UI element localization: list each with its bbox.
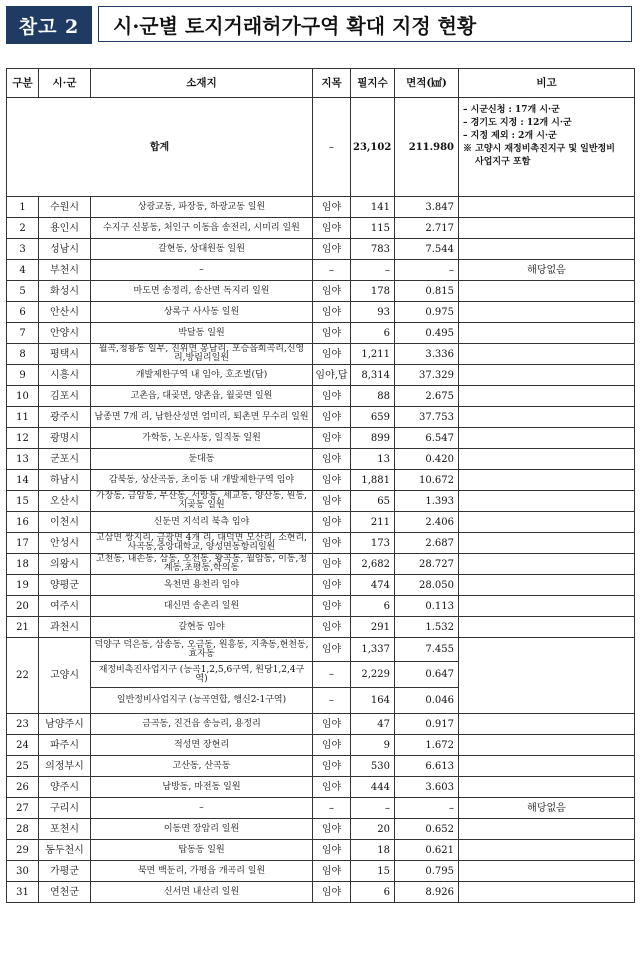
col-header: 시·군 bbox=[39, 69, 91, 98]
area-value: 3.603 bbox=[395, 777, 459, 798]
city-name: 파주시 bbox=[39, 735, 91, 756]
location: 고삼면 쌍지리, 금광면 4개 리, 대덕면 모산리, 소현리, 사곡동,중앙대학교, 양성면동항리일원 bbox=[91, 533, 313, 554]
row-number: 6 bbox=[7, 302, 39, 323]
city-name: 평택시 bbox=[39, 344, 91, 365]
table-row bbox=[7, 344, 635, 365]
table-row bbox=[7, 714, 635, 735]
land-category: 임야 bbox=[313, 512, 351, 533]
table-row bbox=[7, 365, 635, 386]
remark bbox=[459, 470, 635, 491]
table-row bbox=[7, 777, 635, 798]
row-number: 2 bbox=[7, 218, 39, 239]
land-category: 임야,답 bbox=[313, 365, 351, 386]
header bbox=[6, 6, 634, 44]
location: 둔대동 bbox=[91, 449, 313, 470]
table-row bbox=[7, 861, 635, 882]
row-number: 28 bbox=[7, 819, 39, 840]
area-value: – bbox=[395, 798, 459, 819]
city-name: 가평군 bbox=[39, 861, 91, 882]
table-row bbox=[7, 735, 635, 756]
land-category: – bbox=[313, 662, 351, 688]
land-category: – bbox=[313, 798, 351, 819]
area-value: 7.455 bbox=[395, 638, 459, 662]
parcel-count: 8,314 bbox=[351, 365, 395, 386]
row-number: 7 bbox=[7, 323, 39, 344]
city-name: 양주시 bbox=[39, 777, 91, 798]
reference-tag: 참고 2 bbox=[6, 6, 92, 44]
parcel-count: 93 bbox=[351, 302, 395, 323]
land-category: 임야 bbox=[313, 218, 351, 239]
area-value: 0.113 bbox=[395, 596, 459, 617]
row-number: 22 bbox=[7, 638, 39, 714]
city-name: 부천시 bbox=[39, 260, 91, 281]
note-line: – 시군신청 : 17개 시·군 bbox=[463, 105, 560, 115]
row-number: 27 bbox=[7, 798, 39, 819]
land-category: 임야 bbox=[313, 554, 351, 575]
location: 이동면 장암리 일원 bbox=[91, 819, 313, 840]
parcel-count: 173 bbox=[351, 533, 395, 554]
col-header: 소재지 bbox=[91, 69, 313, 98]
parcel-count: 115 bbox=[351, 218, 395, 239]
area-value: 0.975 bbox=[395, 302, 459, 323]
land-category: 임야 bbox=[313, 777, 351, 798]
location: 수지구 신봉동, 처인구 이동읍 송전리, 시미리 일원 bbox=[91, 218, 313, 239]
remark: 해당없음 bbox=[459, 798, 635, 819]
city-name: 구리시 bbox=[39, 798, 91, 819]
parcel-count: 65 bbox=[351, 491, 395, 512]
land-category: 임야 bbox=[313, 386, 351, 407]
parcel-count: 20 bbox=[351, 819, 395, 840]
row-number: 11 bbox=[7, 407, 39, 428]
parcel-count: 2,682 bbox=[351, 554, 395, 575]
remark bbox=[459, 302, 635, 323]
col-header: 구분 bbox=[7, 69, 39, 98]
area-value: – bbox=[395, 260, 459, 281]
area-value: 1.672 bbox=[395, 735, 459, 756]
parcel-count: 783 bbox=[351, 239, 395, 260]
city-name: 안산시 bbox=[39, 302, 91, 323]
header-row bbox=[7, 69, 635, 98]
parcel-count: 444 bbox=[351, 777, 395, 798]
area-value: 2.717 bbox=[395, 218, 459, 239]
land-category: 임야 bbox=[313, 533, 351, 554]
location: – bbox=[91, 260, 313, 281]
land-category: 임야 bbox=[313, 407, 351, 428]
table-row bbox=[7, 260, 635, 281]
table-row bbox=[7, 491, 635, 512]
parcel-count: 2,229 bbox=[351, 662, 395, 688]
remark bbox=[459, 407, 635, 428]
parcel-count: 13 bbox=[351, 449, 395, 470]
area-value: 1.393 bbox=[395, 491, 459, 512]
remark bbox=[459, 882, 635, 903]
location: 갈현동 임야 bbox=[91, 617, 313, 638]
land-category: 임야 bbox=[313, 714, 351, 735]
parcel-count: 530 bbox=[351, 756, 395, 777]
land-category: 임야 bbox=[313, 197, 351, 218]
remark bbox=[459, 239, 635, 260]
remark bbox=[459, 861, 635, 882]
location: 일반정비사업지구 (능곡연합, 행신2-1구역) bbox=[91, 688, 313, 714]
col-header: 필지수 bbox=[351, 69, 395, 98]
col-header: 면적(㎢) bbox=[395, 69, 459, 98]
col-header: 지목 bbox=[313, 69, 351, 98]
location: 가장동, 금암동, 부산동, 서랑동, 세교동, 양산동, 원동, 지곶동 일원 bbox=[91, 491, 313, 512]
city-name: 양평군 bbox=[39, 575, 91, 596]
row-number: 30 bbox=[7, 861, 39, 882]
table-row bbox=[7, 575, 635, 596]
remark bbox=[459, 638, 635, 714]
remark bbox=[459, 596, 635, 617]
parcel-count: 18 bbox=[351, 840, 395, 861]
land-category: 임야 bbox=[313, 882, 351, 903]
row-number: 25 bbox=[7, 756, 39, 777]
remark bbox=[459, 281, 635, 302]
row-number: 8 bbox=[7, 344, 39, 365]
note-line: ※ 고양시 재정비촉진지구 및 일반정비 bbox=[463, 144, 615, 154]
remark bbox=[459, 449, 635, 470]
location: 탑동동 일원 bbox=[91, 840, 313, 861]
location: 가학동, 노온사동, 일직동 일원 bbox=[91, 428, 313, 449]
area-value: 0.495 bbox=[395, 323, 459, 344]
row-number: 18 bbox=[7, 554, 39, 575]
remark bbox=[459, 554, 635, 575]
area-value: 2.675 bbox=[395, 386, 459, 407]
row-number: 4 bbox=[7, 260, 39, 281]
city-name: 수원시 bbox=[39, 197, 91, 218]
land-category: 임야 bbox=[313, 491, 351, 512]
land-category: 임야 bbox=[313, 449, 351, 470]
area-value: 0.795 bbox=[395, 861, 459, 882]
land-category: 임야 bbox=[313, 344, 351, 365]
parcel-count: 88 bbox=[351, 386, 395, 407]
area-value: 37.329 bbox=[395, 365, 459, 386]
total-jimok: – bbox=[313, 98, 351, 197]
location: 신둔면 지석리 북측 임야 bbox=[91, 512, 313, 533]
city-name: 고양시 bbox=[39, 638, 91, 714]
city-name: 의정부시 bbox=[39, 756, 91, 777]
row-number: 12 bbox=[7, 428, 39, 449]
parcel-count: 6 bbox=[351, 323, 395, 344]
total-area: 211.980 bbox=[395, 98, 459, 197]
remark: 해당없음 bbox=[459, 260, 635, 281]
remark bbox=[459, 617, 635, 638]
area-value: 0.420 bbox=[395, 449, 459, 470]
area-value: 28.727 bbox=[395, 554, 459, 575]
area-value: 6.613 bbox=[395, 756, 459, 777]
land-category: 임야 bbox=[313, 323, 351, 344]
table-row bbox=[7, 407, 635, 428]
location: 상광교동, 파장동, 하광교동 일원 bbox=[91, 197, 313, 218]
parcel-count: 474 bbox=[351, 575, 395, 596]
parcel-count: – bbox=[351, 260, 395, 281]
page-title: 시·군별 토지거래허가구역 확대 지정 현황 bbox=[98, 6, 632, 42]
land-category: 임야 bbox=[313, 302, 351, 323]
row-number: 29 bbox=[7, 840, 39, 861]
city-name: 의왕시 bbox=[39, 554, 91, 575]
note-line: 사업지구 포함 bbox=[475, 157, 531, 167]
location: 옥천면 용천리 임야 bbox=[91, 575, 313, 596]
row-number: 16 bbox=[7, 512, 39, 533]
land-category: 임야 bbox=[313, 281, 351, 302]
row-number: 24 bbox=[7, 735, 39, 756]
city-name: 광주시 bbox=[39, 407, 91, 428]
parcel-count: 141 bbox=[351, 197, 395, 218]
city-name: 여주시 bbox=[39, 596, 91, 617]
area-value: 3.847 bbox=[395, 197, 459, 218]
area-value: 8.926 bbox=[395, 882, 459, 903]
area-value: 3.336 bbox=[395, 344, 459, 365]
area-value: 0.652 bbox=[395, 819, 459, 840]
remark bbox=[459, 756, 635, 777]
location: 월곡,청룡동 일부, 진위면 봉남리, 포승읍희곡리,신영리,방림리일원 bbox=[91, 344, 313, 365]
row-number: 5 bbox=[7, 281, 39, 302]
land-category: 임야 bbox=[313, 575, 351, 596]
table-row bbox=[7, 323, 635, 344]
remark bbox=[459, 777, 635, 798]
remark bbox=[459, 714, 635, 735]
area-value: 28.050 bbox=[395, 575, 459, 596]
location: 대신면 송촌리 일원 bbox=[91, 596, 313, 617]
land-category: 임야 bbox=[313, 617, 351, 638]
area-value: 37.753 bbox=[395, 407, 459, 428]
parcel-count: 899 bbox=[351, 428, 395, 449]
table-row bbox=[7, 449, 635, 470]
land-category: 임야 bbox=[313, 239, 351, 260]
area-value: 0.815 bbox=[395, 281, 459, 302]
parcel-count: 659 bbox=[351, 407, 395, 428]
row-number: 26 bbox=[7, 777, 39, 798]
table-row bbox=[7, 533, 635, 554]
row-number: 15 bbox=[7, 491, 39, 512]
area-value: 10.672 bbox=[395, 470, 459, 491]
location: 고촌읍, 대곶면, 양촌읍, 월곶면 일원 bbox=[91, 386, 313, 407]
area-value: 7.544 bbox=[395, 239, 459, 260]
table-row bbox=[7, 882, 635, 903]
location: – bbox=[91, 798, 313, 819]
location: 박달동 일원 bbox=[91, 323, 313, 344]
remark bbox=[459, 819, 635, 840]
city-name: 화성시 bbox=[39, 281, 91, 302]
parcel-count: 1,211 bbox=[351, 344, 395, 365]
row-number: 3 bbox=[7, 239, 39, 260]
city-name: 과천시 bbox=[39, 617, 91, 638]
location: 고천동, 내손동, 삼동, 오전동, 왕곡동, 월암동, 이동,청계동,초평동,학의동 bbox=[91, 554, 313, 575]
parcel-count: 211 bbox=[351, 512, 395, 533]
land-category: 임야 bbox=[313, 735, 351, 756]
parcel-count: 164 bbox=[351, 688, 395, 714]
city-name: 군포시 bbox=[39, 449, 91, 470]
row-number: 9 bbox=[7, 365, 39, 386]
table-row bbox=[7, 428, 635, 449]
city-name: 하남시 bbox=[39, 470, 91, 491]
area-value: 2.687 bbox=[395, 533, 459, 554]
table-row bbox=[7, 281, 635, 302]
remark bbox=[459, 428, 635, 449]
remark bbox=[459, 512, 635, 533]
row-number: 1 bbox=[7, 197, 39, 218]
remark bbox=[459, 344, 635, 365]
total-parcels: 23,102 bbox=[351, 98, 395, 197]
location: 감북동, 상산곡동, 초이동 내 개발제한구역 임야 bbox=[91, 470, 313, 491]
note-line: – 지정 제외 : 2개 시·군 bbox=[463, 131, 557, 141]
table-row bbox=[7, 840, 635, 861]
city-name: 포천시 bbox=[39, 819, 91, 840]
area-value: 6.547 bbox=[395, 428, 459, 449]
location: 북면 백둔리, 가평읍 개곡리 일원 bbox=[91, 861, 313, 882]
city-name: 성남시 bbox=[39, 239, 91, 260]
location: 고산동, 산곡동 bbox=[91, 756, 313, 777]
table-row bbox=[7, 512, 635, 533]
parcel-count: 1,881 bbox=[351, 470, 395, 491]
location: 재정비촉진사업지구 (능곡1,2,5,6구역, 원당1,2,4구역) bbox=[91, 662, 313, 688]
land-category: 임야 bbox=[313, 840, 351, 861]
city-name: 연천군 bbox=[39, 882, 91, 903]
city-name: 용인시 bbox=[39, 218, 91, 239]
table-row bbox=[7, 596, 635, 617]
location: 개발제한구역 내 임야, 호조벌(답) bbox=[91, 365, 313, 386]
table-row bbox=[7, 218, 635, 239]
location: 남방동, 마전동 일원 bbox=[91, 777, 313, 798]
table-row bbox=[7, 554, 635, 575]
row-number: 23 bbox=[7, 714, 39, 735]
area-value: 0.046 bbox=[395, 688, 459, 714]
total-row bbox=[7, 98, 635, 197]
parcel-count: 1,337 bbox=[351, 638, 395, 662]
parcel-count: 47 bbox=[351, 714, 395, 735]
location: 덕양구 덕은동, 삼송동, 오금동, 원흥동, 지축동,현천동,효자동 bbox=[91, 638, 313, 662]
land-category: 임야 bbox=[313, 596, 351, 617]
land-category: – bbox=[313, 260, 351, 281]
summary-note bbox=[459, 98, 635, 197]
remark bbox=[459, 386, 635, 407]
remark bbox=[459, 365, 635, 386]
remark bbox=[459, 575, 635, 596]
remark bbox=[459, 735, 635, 756]
table-row bbox=[7, 197, 635, 218]
remark bbox=[459, 491, 635, 512]
land-category: 임야 bbox=[313, 428, 351, 449]
area-value: 0.621 bbox=[395, 840, 459, 861]
city-name: 김포시 bbox=[39, 386, 91, 407]
remark bbox=[459, 840, 635, 861]
area-value: 0.917 bbox=[395, 714, 459, 735]
row-number: 14 bbox=[7, 470, 39, 491]
city-name: 남양주시 bbox=[39, 714, 91, 735]
location: 갈현동, 상대원동 일원 bbox=[91, 239, 313, 260]
land-category: 임야 bbox=[313, 638, 351, 662]
row-number: 19 bbox=[7, 575, 39, 596]
city-name: 동두천시 bbox=[39, 840, 91, 861]
location: 적성면 장현리 bbox=[91, 735, 313, 756]
table-row bbox=[7, 819, 635, 840]
city-name: 안양시 bbox=[39, 323, 91, 344]
location: 마도면 송정리, 송산면 독지리 일원 bbox=[91, 281, 313, 302]
table-row bbox=[7, 798, 635, 819]
table-row bbox=[7, 386, 635, 407]
area-value: 1.532 bbox=[395, 617, 459, 638]
parcel-count: – bbox=[351, 798, 395, 819]
land-category: 임야 bbox=[313, 819, 351, 840]
parcel-count: 6 bbox=[351, 882, 395, 903]
table-row bbox=[7, 617, 635, 638]
city-name: 이천시 bbox=[39, 512, 91, 533]
city-name: 광명시 bbox=[39, 428, 91, 449]
city-name: 오산시 bbox=[39, 491, 91, 512]
location: 신서면 내산리 일원 bbox=[91, 882, 313, 903]
remark bbox=[459, 533, 635, 554]
row-number: 10 bbox=[7, 386, 39, 407]
land-category: 임야 bbox=[313, 861, 351, 882]
area-value: 0.647 bbox=[395, 662, 459, 688]
parcel-count: 15 bbox=[351, 861, 395, 882]
parcel-count: 291 bbox=[351, 617, 395, 638]
col-header: 비고 bbox=[459, 69, 635, 98]
parcel-count: 9 bbox=[351, 735, 395, 756]
location: 남종면 7개 리, 남한산성면 엄미리, 퇴촌면 무수리 일원 bbox=[91, 407, 313, 428]
parcel-count: 178 bbox=[351, 281, 395, 302]
land-category: 임야 bbox=[313, 756, 351, 777]
parcel-count: 6 bbox=[351, 596, 395, 617]
location: 금곡동, 진건읍 송능리, 용정리 bbox=[91, 714, 313, 735]
remark bbox=[459, 218, 635, 239]
table-row bbox=[7, 638, 635, 662]
area-value: 2.406 bbox=[395, 512, 459, 533]
row-number: 21 bbox=[7, 617, 39, 638]
location: 상록구 사사동 일원 bbox=[91, 302, 313, 323]
remark bbox=[459, 197, 635, 218]
row-number: 17 bbox=[7, 533, 39, 554]
table-row bbox=[7, 756, 635, 777]
city-name: 시흥시 bbox=[39, 365, 91, 386]
land-category: 임야 bbox=[313, 470, 351, 491]
note-line: – 경기도 지정 : 12개 시·군 bbox=[463, 118, 572, 128]
land-category: – bbox=[313, 688, 351, 714]
designation-table bbox=[6, 68, 635, 903]
table-row bbox=[7, 239, 635, 260]
table-row bbox=[7, 470, 635, 491]
remark bbox=[459, 323, 635, 344]
total-label: 합계 bbox=[7, 98, 313, 197]
row-number: 13 bbox=[7, 449, 39, 470]
city-name: 안성시 bbox=[39, 533, 91, 554]
row-number: 20 bbox=[7, 596, 39, 617]
row-number: 31 bbox=[7, 882, 39, 903]
table-row bbox=[7, 302, 635, 323]
